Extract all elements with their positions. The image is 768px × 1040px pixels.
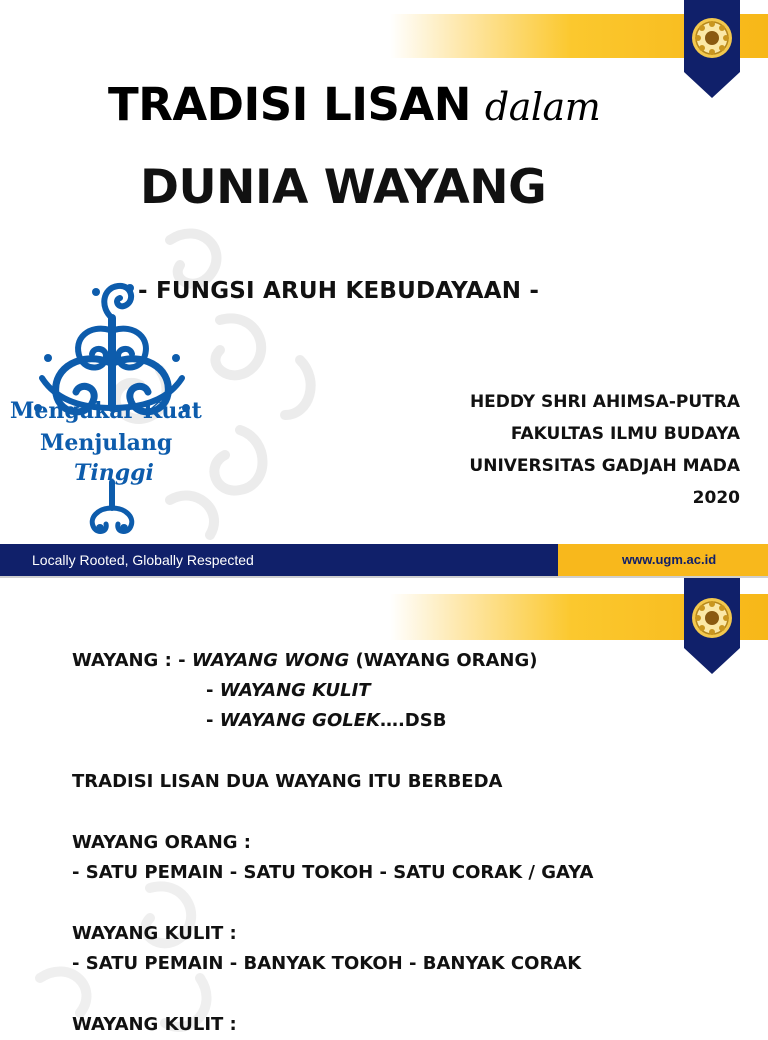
content-line-6: - SATU PEMAIN - SATU TOKOH - SATU CORAK / GAYA xyxy=(72,862,594,883)
line-2-prefix: - xyxy=(206,680,220,701)
title-line-2: DUNIA WAYANG xyxy=(140,160,547,215)
ugm-emblem-ribbon xyxy=(684,0,740,98)
footer-bar xyxy=(0,544,768,576)
subtitle: - FUNGSI ARUH KEBUDAYAAN - xyxy=(138,278,540,304)
line-1-italic: WAYANG WONG xyxy=(191,650,350,671)
line-3-suffix: ….DSB xyxy=(379,710,447,731)
mengakar-kuat-logo xyxy=(8,258,220,540)
author-university: UNIVERSITAS GADJAH MADA xyxy=(469,456,740,476)
logo-text-line-3: Tinggi xyxy=(74,460,154,486)
content-line-3 xyxy=(72,706,593,736)
footer-website-link[interactable]: www.ugm.ac.id xyxy=(558,544,768,576)
content-line-1 xyxy=(72,646,593,676)
content-line-8: - SATU PEMAIN - BANYAK TOKOH - BANYAK CORAK xyxy=(72,953,582,974)
slide-content xyxy=(72,646,593,1040)
author-faculty: FAKULTAS ILMU BUDAYA xyxy=(510,424,740,444)
content-line-2 xyxy=(72,676,593,706)
line-3-italic: WAYANG GOLEK xyxy=(219,710,380,731)
content-line-4: TRADISI LISAN DUA WAYANG ITU BERBEDA xyxy=(72,771,503,792)
author-year: 2020 xyxy=(692,488,740,508)
content-line-9: WAYANG KULIT : xyxy=(72,1014,237,1035)
footer-slogan: Locally Rooted, Globally Respected xyxy=(0,544,558,576)
logo-text-line-2: Menjulang xyxy=(40,430,173,456)
title-main: TRADISI LISAN xyxy=(108,78,471,131)
content-slide xyxy=(0,578,768,1035)
line-2-italic: WAYANG KULIT xyxy=(219,680,371,701)
ugm-emblem-ribbon xyxy=(684,578,740,674)
line-3-prefix: - xyxy=(206,710,220,731)
line-1-suffix: (WAYANG ORANG) xyxy=(349,650,538,671)
title-dalam: dalam xyxy=(484,85,601,129)
content-line-7: WAYANG KULIT : xyxy=(72,923,237,944)
logo-text-line-1: Mengakar Kuat xyxy=(10,398,202,424)
title-line-1 xyxy=(108,78,600,131)
author-block xyxy=(469,386,740,514)
author-name: HEDDY SHRI AHIMSA-PUTRA xyxy=(469,392,740,412)
content-line-5: WAYANG ORANG : xyxy=(72,832,251,853)
line-1-prefix: WAYANG : - xyxy=(72,650,192,671)
